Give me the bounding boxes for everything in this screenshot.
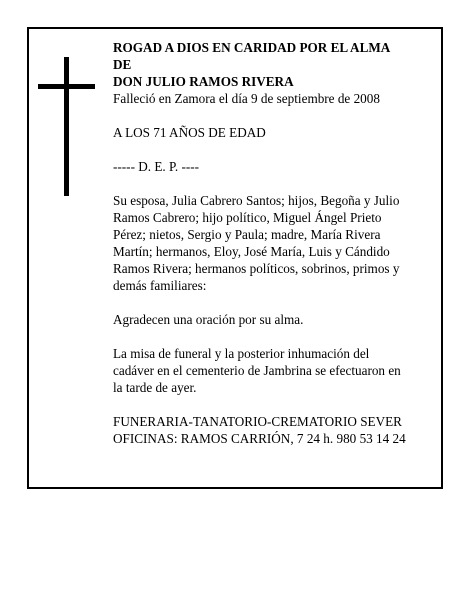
funeral-home-name: FUNERARIA-TANATORIO-CREMATORIO SEVER [113,414,402,429]
cross-icon [64,57,69,196]
family-line-6: demás familiares: [113,278,207,293]
funeral-line-2: cadáver en el cementerio de Jambrina se efectuaron en [113,363,401,378]
family-line-2: Ramos Cabrero; hijo político, Miguel Ángel Prieto [113,210,382,225]
family-line-4: Martín; hermanos, Eloy, José María, Luis y Cándido [113,244,390,259]
obituary-text [113,39,433,447]
family-line-5: Ramos Rivera; hermanos políticos, sobrinos, primos y [113,261,400,276]
funeral-line-3: la tarde de ayer. [113,380,197,395]
age-line: A LOS 71 AÑOS DE EDAD [113,125,266,140]
death-date-line: Falleció en Zamora el día 9 de septiembre de 2008 [113,91,380,106]
deceased-name: DON JULIO RAMOS RIVERA [113,74,294,89]
family-line-1: Su esposa, Julia Cabrero Santos; hijos, Begoña y Julio [113,193,400,208]
rip-line: ----- D. E. P. ---- [113,159,200,174]
cross-icon-arm [38,84,95,89]
thanks-line: Agradecen una oración por su alma. [113,312,304,327]
heading-line-2: DE [113,57,132,72]
family-line-3: Pérez; nietos, Sergio y Paula; madre, María Rivera [113,227,381,242]
funeral-line-1: La misa de funeral y la posterior inhumación del [113,346,370,361]
heading-line-1: ROGAD A DIOS EN CARIDAD POR EL ALMA [113,40,391,55]
funeral-home-contact: OFICINAS: RAMOS CARRIÓN, 7 24 h. 980 53 14 24 [113,431,406,446]
